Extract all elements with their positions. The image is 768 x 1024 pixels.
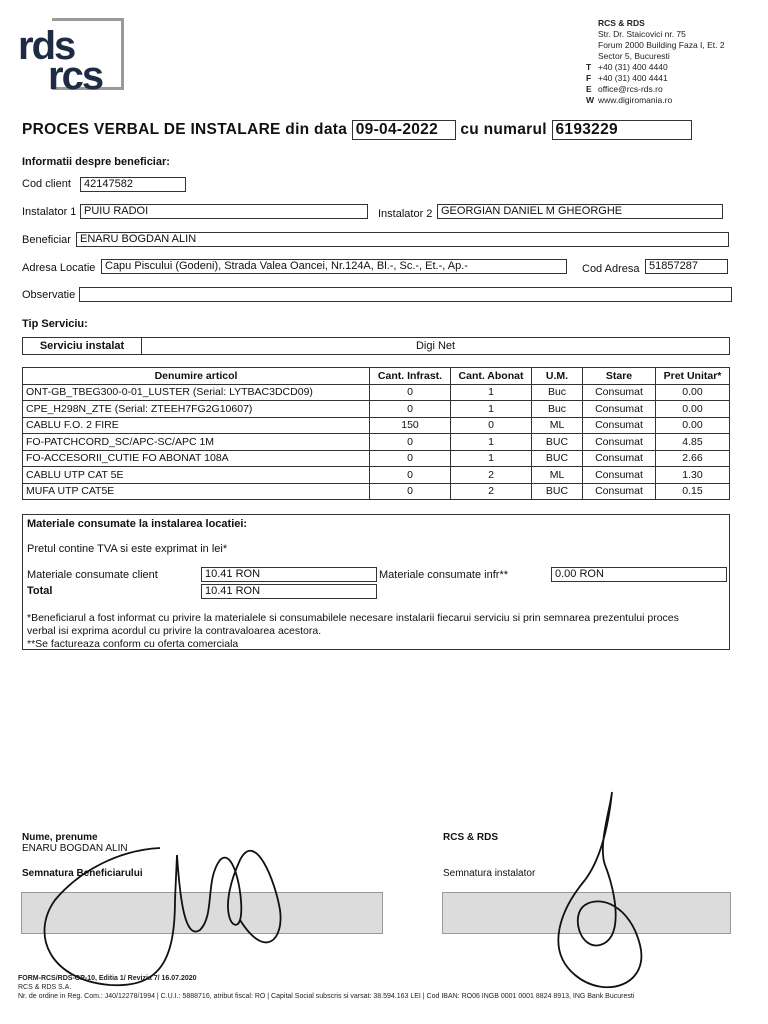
installer2-label: Instalator 2 [378, 208, 433, 220]
company-signature-label: RCS & RDS [443, 832, 499, 843]
header-status: Stare [583, 368, 656, 385]
header-unit-price: Pret Unitar* [656, 368, 730, 385]
total-label: Total [27, 585, 53, 597]
item-qty-infra: 0 [370, 483, 451, 500]
footer-legal: Nr. de ordine in Reg. Com.: J40/12278/1994 | C.U.I.: 5888716, atribut fiscal: RO | Capital Social subscris si varsat: 38.594.163 LEI | Cod IBAN: RO06 INGB 0001 0001 8824 8913, ING Bank Bucuresti [18, 993, 635, 1000]
client-materials-label: Materiale consumate client [27, 569, 158, 581]
title-date: 09-04-2022 [352, 120, 456, 140]
item-price: 2.66 [656, 450, 730, 467]
item-status: Consumat [583, 434, 656, 451]
footer [18, 974, 634, 1001]
item-um: ML [532, 417, 583, 434]
item-qty-sub: 1 [451, 434, 532, 451]
item-um: ML [532, 467, 583, 484]
total-value: 10.41 RON [201, 584, 377, 599]
beneficiary-signature-label: Semnatura Beneficiarului [22, 868, 143, 879]
header-qty-infra: Cant. Infrast. [370, 368, 451, 385]
item-name: FO-ACCESORII_CUTIE FO ABONAT 108A [23, 450, 370, 467]
item-qty-sub: 1 [451, 384, 532, 401]
installer-signature-label: Semnatura instalator [443, 868, 536, 879]
item-price: 0.15 [656, 483, 730, 500]
title-number-label: cu numarul [460, 121, 547, 138]
item-qty-sub: 2 [451, 467, 532, 484]
item-qty-infra: 0 [370, 434, 451, 451]
item-qty-sub: 1 [451, 450, 532, 467]
item-name: CABLU UTP CAT 5E [23, 467, 370, 484]
materials-note-1: *Beneficiarul a fost informat cu privire la materialele si consumabilele necesare instalarii fiecarui serviciu si prin semnarea prezentului proces [27, 612, 679, 624]
company-website: W www.digiromania.ro [586, 95, 673, 105]
infra-materials-label: Materiale consumate infr** [379, 569, 509, 581]
item-um: BUC [532, 434, 583, 451]
company-address-line: Sector 5, Bucuresti [598, 51, 670, 61]
materials-note-2: verbal isi exprima acordul cu privire la contravaloarea acestora. [27, 625, 322, 637]
address-code-label: Cod Adresa [582, 263, 640, 275]
name-value: ENARU BOGDAN ALIN [22, 843, 128, 854]
header-qty-sub: Cant. Abonat [451, 368, 532, 385]
item-qty-sub: 0 [451, 417, 532, 434]
title-text: PROCES VERBAL DE INSTALARE din data [22, 121, 348, 138]
title-number: 6193229 [552, 120, 692, 140]
header-um: U.M. [532, 368, 583, 385]
item-price: 4.85 [656, 434, 730, 451]
item-name: MUFA UTP CAT5E [23, 483, 370, 500]
item-status: Consumat [583, 384, 656, 401]
item-qty-sub: 1 [451, 401, 532, 418]
item-status: Consumat [583, 417, 656, 434]
company-address-line: Str. Dr. Staicovici nr. 75 [598, 29, 686, 39]
materials-title: Materiale consumate la instalarea locatiei: [27, 518, 248, 530]
header-article: Denumire articol [23, 368, 370, 385]
service-section-label: Tip Serviciu: [22, 318, 88, 330]
item-status: Consumat [583, 450, 656, 467]
item-name: CABLU F.O. 2 FIRE [23, 417, 370, 434]
item-status: Consumat [583, 467, 656, 484]
company-phone: T +40 (31) 400 4440 [586, 62, 668, 72]
item-qty-infra: 0 [370, 401, 451, 418]
installer1-label: Instalator 1 [22, 206, 77, 218]
company-fax: F +40 (31) 400 4441 [586, 73, 668, 83]
client-code-label: Cod client [22, 178, 71, 190]
item-price: 0.00 [656, 401, 730, 418]
item-name: FO-PATCHCORD_SC/APC-SC/APC 1M [23, 434, 370, 451]
logo-text-rcs: rcs [48, 54, 103, 98]
item-qty-sub: 2 [451, 483, 532, 500]
company-address-line: Forum 2000 Building Faza I, Et. 2 [598, 40, 725, 50]
item-qty-infra: 150 [370, 417, 451, 434]
materials-note-3: **Se factureaza conform cu oferta comerciala [27, 638, 239, 650]
installer-signature-stroke [558, 792, 641, 987]
client-materials-value: 10.41 RON [201, 567, 377, 582]
item-name: CPE_H298N_ZTE (Serial: ZTEEH7FG2G10607) [23, 401, 370, 418]
item-um: Buc [532, 384, 583, 401]
beneficiary-section-label: Informatii despre beneficiar: [22, 156, 170, 168]
company-email: E office@rcs-rds.ro [586, 84, 663, 94]
address-code-field: 51857287 [645, 259, 728, 274]
item-price: 0.00 [656, 384, 730, 401]
installer1-field: PUIU RADOI [80, 204, 368, 219]
item-qty-infra: 0 [370, 384, 451, 401]
beneficiary-label: Beneficiar [22, 234, 71, 246]
item-price: 0.00 [656, 417, 730, 434]
item-qty-infra: 0 [370, 450, 451, 467]
item-um: BUC [532, 450, 583, 467]
address-label: Adresa Locatie [22, 262, 96, 274]
item-name: ONT-GB_TBEG300-0-01_LUSTER (Serial: LYTBAC3DCD09) [23, 384, 370, 401]
footer-company: RCS & RDS S.A. [18, 984, 72, 991]
item-um: BUC [532, 483, 583, 500]
item-status: Consumat [583, 483, 656, 500]
observations-label: Observatie [22, 289, 76, 301]
item-um: Buc [532, 401, 583, 418]
logo-text-rds: rds [18, 24, 75, 68]
item-status: Consumat [583, 401, 656, 418]
beneficiary-field: ENARU BOGDAN ALIN [76, 232, 729, 247]
item-qty-infra: 0 [370, 467, 451, 484]
vat-note: Pretul contine TVA si este exprimat in lei* [27, 543, 228, 555]
service-installed-value: Digi Net [142, 338, 730, 355]
company-name: RCS & RDS [598, 18, 645, 28]
client-code-field: 42147582 [80, 177, 186, 192]
beneficiary-signature-stroke [44, 848, 280, 985]
installer2-field: GEORGIAN DANIEL M GHEORGHE [437, 204, 723, 219]
infra-materials-value: 0.00 RON [551, 567, 727, 582]
item-price: 1.30 [656, 467, 730, 484]
name-label: Nume, prenume [22, 832, 98, 843]
address-field: Capu Piscului (Godeni), Strada Valea Oancei, Nr.124A, Bl.-, Sc.-, Et.-, Ap.- [101, 259, 567, 274]
footer-form: FORM-RCS/RDS-OP-10, Editia 1/ Revizia 7/ 16.07.2020 [18, 975, 197, 982]
service-installed-label: Serviciu instalat [23, 338, 142, 355]
